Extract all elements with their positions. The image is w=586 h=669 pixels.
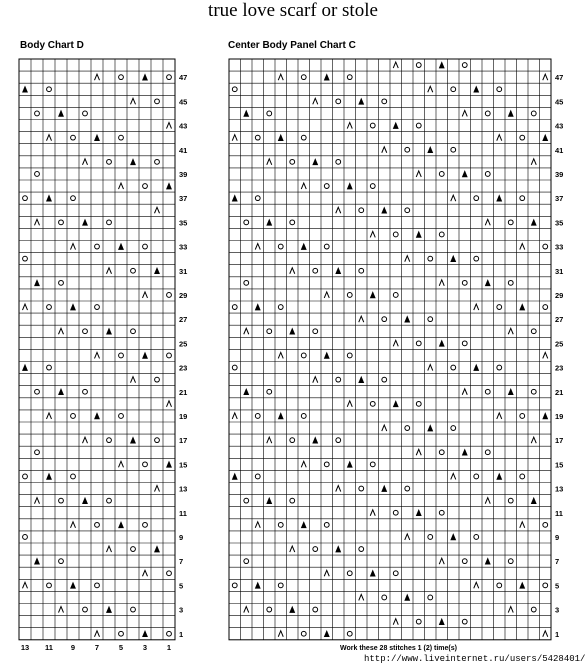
body-chart-d-heading: Body Chart D: [20, 40, 84, 51]
row-number-label: 31: [179, 266, 188, 276]
column-number-label: 1: [166, 642, 172, 652]
row-number-label: 43: [555, 121, 564, 131]
row-number-label: 23: [179, 363, 188, 373]
row-number-label: 1: [555, 629, 560, 639]
row-number-label: 33: [555, 242, 564, 252]
row-number-label: 13: [555, 484, 564, 494]
row-number-label: 5: [179, 581, 184, 591]
row-number-label: 25: [555, 339, 564, 349]
row-number-label: 47: [179, 73, 188, 83]
source-url-watermark: http://www.liveinternet.ru/users/5428401/: [364, 654, 586, 664]
row-number-label: 15: [179, 460, 188, 470]
row-number-label: 21: [179, 387, 188, 397]
row-number-label: 39: [179, 169, 188, 179]
row-number-label: 3: [179, 605, 184, 615]
row-number-label: 27: [179, 315, 188, 325]
row-number-label: 29: [179, 290, 188, 300]
row-number-label: 1: [179, 629, 184, 639]
center-panel-chart-c-grid: [229, 59, 573, 642]
row-number-label: 7: [555, 557, 560, 567]
repeat-note: Work these 28 stitches 1 (2) time(s): [340, 645, 457, 652]
row-number-label: 7: [179, 557, 184, 567]
row-number-label: 45: [555, 97, 564, 107]
column-number-label: 5: [118, 642, 124, 652]
row-number-label: 37: [179, 194, 188, 204]
row-number-label: 37: [555, 194, 564, 204]
page-title: true love scarf or stole: [208, 0, 378, 21]
row-number-label: 23: [555, 363, 564, 373]
column-number-label: 7: [94, 642, 100, 652]
row-number-label: 21: [555, 387, 564, 397]
column-number-label: 13: [20, 642, 30, 652]
row-number-label: 5: [555, 581, 560, 591]
row-number-label: 39: [555, 169, 564, 179]
row-number-label: 35: [555, 218, 564, 228]
row-number-label: 47: [555, 73, 564, 83]
row-number-label: 3: [555, 605, 560, 615]
row-number-label: 41: [179, 145, 188, 155]
row-number-label: 9: [179, 532, 184, 542]
row-number-label: 33: [179, 242, 188, 252]
row-number-label: 35: [179, 218, 188, 228]
row-number-label: 25: [179, 339, 188, 349]
row-number-label: 11: [555, 508, 563, 518]
row-number-label: 19: [555, 411, 564, 421]
row-number-label: 29: [555, 290, 564, 300]
row-number-label: 13: [179, 484, 188, 494]
column-number-label: 11: [45, 642, 53, 652]
row-number-label: 19: [179, 411, 188, 421]
column-number-label: 3: [142, 642, 148, 652]
row-number-label: 17: [179, 436, 188, 446]
center-panel-chart-c-heading: Center Body Panel Chart C: [228, 40, 356, 51]
row-number-label: 41: [555, 145, 564, 155]
body-chart-d-grid: [19, 59, 197, 654]
row-number-label: 27: [555, 315, 564, 325]
row-number-label: 45: [179, 97, 188, 107]
row-number-label: 9: [555, 532, 560, 542]
column-number-label: 9: [70, 642, 76, 652]
row-number-label: 15: [555, 460, 564, 470]
row-number-label: 43: [179, 121, 188, 131]
row-number-label: 31: [555, 266, 564, 276]
row-number-label: 11: [179, 508, 187, 518]
row-number-label: 17: [555, 436, 564, 446]
